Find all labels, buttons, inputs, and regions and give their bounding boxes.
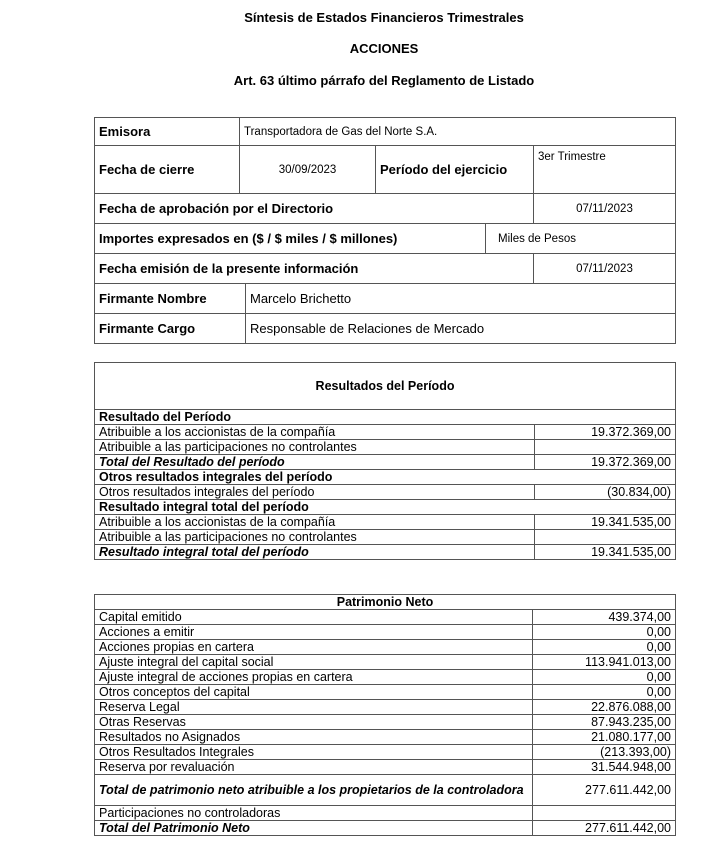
row-label: Otros conceptos del capital <box>95 685 533 700</box>
row-value: 19.341.535,00 <box>535 515 676 530</box>
row-value: 19.341.535,00 <box>535 545 676 560</box>
firmante-nombre-value: Marcelo Brichetto <box>246 284 676 314</box>
table-row <box>95 485 676 500</box>
fecha-cierre-value: 30/09/2023 <box>240 146 376 194</box>
row-value: 19.372.369,00 <box>535 425 676 440</box>
row-label: Otros resultados integrales del período <box>95 470 676 485</box>
row-label: Reserva Legal <box>95 700 533 715</box>
row-label: Atribuible a los accionistas de la compañía <box>95 515 535 530</box>
patrimonio-table <box>94 594 676 836</box>
row-value: 0,00 <box>533 640 676 655</box>
row-label: Acciones propias en cartera <box>95 640 533 655</box>
table-row <box>95 455 676 470</box>
row-value: 19.372.369,00 <box>535 455 676 470</box>
emision-label: Fecha emisión de la presente información <box>95 254 534 284</box>
importes-label: Importes expresados en ($ / $ miles / $ millones) <box>95 224 486 254</box>
row-label: Atribuible a las participaciones no controlantes <box>95 440 535 455</box>
table-row <box>95 670 676 685</box>
row-value: 21.080.177,00 <box>533 730 676 745</box>
row-label: Resultados no Asignados <box>95 730 533 745</box>
row-value: 0,00 <box>533 685 676 700</box>
row-label: Reserva por revaluación <box>95 760 533 775</box>
row-value: 277.611.442,00 <box>533 821 676 836</box>
aprobacion-label: Fecha de aprobación por el Directorio <box>95 194 534 224</box>
table-row <box>95 655 676 670</box>
patrimonio-title: Patrimonio Neto <box>95 595 676 610</box>
emisora-value: Transportadora de Gas del Norte S.A. <box>240 118 676 146</box>
table-row <box>95 715 676 730</box>
emision-value: 07/11/2023 <box>534 254 676 284</box>
emisora-label: Emisora <box>95 118 240 146</box>
row-label: Ajuste integral de acciones propias en cartera <box>95 670 533 685</box>
row-label: Capital emitido <box>95 610 533 625</box>
row-label: Total del Resultado del período <box>95 455 535 470</box>
table-row <box>95 425 676 440</box>
row-label: Total de patrimonio neto atribuible a los propietarios de la controladora <box>95 775 533 806</box>
row-label: Resultado del Período <box>95 410 676 425</box>
firmante-cargo-value: Responsable de Relaciones de Mercado <box>246 314 676 344</box>
row-value: 439.374,00 <box>533 610 676 625</box>
table-row <box>95 470 676 485</box>
table-row <box>95 545 676 560</box>
row-value <box>533 806 676 821</box>
row-label: Ajuste integral del capital social <box>95 655 533 670</box>
table-row <box>95 806 676 821</box>
resultados-title: Resultados del Período <box>95 363 676 410</box>
row-label: Resultado integral total del período <box>95 500 676 515</box>
table-row <box>95 730 676 745</box>
row-value <box>535 440 676 455</box>
firmante-nombre-label: Firmante Nombre <box>95 284 246 314</box>
table-row <box>95 760 676 775</box>
row-label: Otros resultados integrales del período <box>95 485 535 500</box>
row-label: Resultado integral total del período <box>95 545 535 560</box>
row-value: (30.834,00) <box>535 485 676 500</box>
table-row <box>95 500 676 515</box>
row-value: 277.611.442,00 <box>533 775 676 806</box>
row-label: Otras Reservas <box>95 715 533 730</box>
table-row <box>95 625 676 640</box>
table-row <box>95 410 676 425</box>
document-subtitle: ACCIONES <box>349 41 419 56</box>
row-value: 0,00 <box>533 670 676 685</box>
periodo-label: Período del ejercicio <box>376 146 534 194</box>
row-label: Total del Patrimonio Neto <box>95 821 533 836</box>
importes-value: Miles de Pesos <box>486 224 676 254</box>
table-row <box>95 530 676 545</box>
row-value: (213.393,00) <box>533 745 676 760</box>
row-label: Atribuible a las participaciones no controlantes <box>95 530 535 545</box>
resultados-table <box>94 362 676 560</box>
table-row <box>95 640 676 655</box>
info-table <box>94 117 676 344</box>
periodo-value: 3er Trimestre <box>534 146 676 194</box>
document-title: Síntesis de Estados Financieros Trimestrales <box>244 10 524 25</box>
row-label: Otros Resultados Integrales <box>95 745 533 760</box>
row-value <box>535 530 676 545</box>
table-row <box>95 685 676 700</box>
row-value: 0,00 <box>533 625 676 640</box>
row-label: Participaciones no controladoras <box>95 806 533 821</box>
document-reference: Art. 63 último párrafo del Reglamento de Listado <box>233 73 535 88</box>
row-value: 113.941.013,00 <box>533 655 676 670</box>
table-row <box>95 745 676 760</box>
fecha-cierre-label: Fecha de cierre <box>95 146 240 194</box>
table-row <box>95 700 676 715</box>
row-label: Acciones a emitir <box>95 625 533 640</box>
firmante-cargo-label: Firmante Cargo <box>95 314 246 344</box>
table-row <box>95 440 676 455</box>
row-label: Atribuible a los accionistas de la compañía <box>95 425 535 440</box>
table-row <box>95 515 676 530</box>
row-value: 22.876.088,00 <box>533 700 676 715</box>
row-value: 87.943.235,00 <box>533 715 676 730</box>
table-row <box>95 821 676 836</box>
table-row <box>95 610 676 625</box>
aprobacion-value: 07/11/2023 <box>534 194 676 224</box>
table-row <box>95 775 676 806</box>
row-value: 31.544.948,00 <box>533 760 676 775</box>
